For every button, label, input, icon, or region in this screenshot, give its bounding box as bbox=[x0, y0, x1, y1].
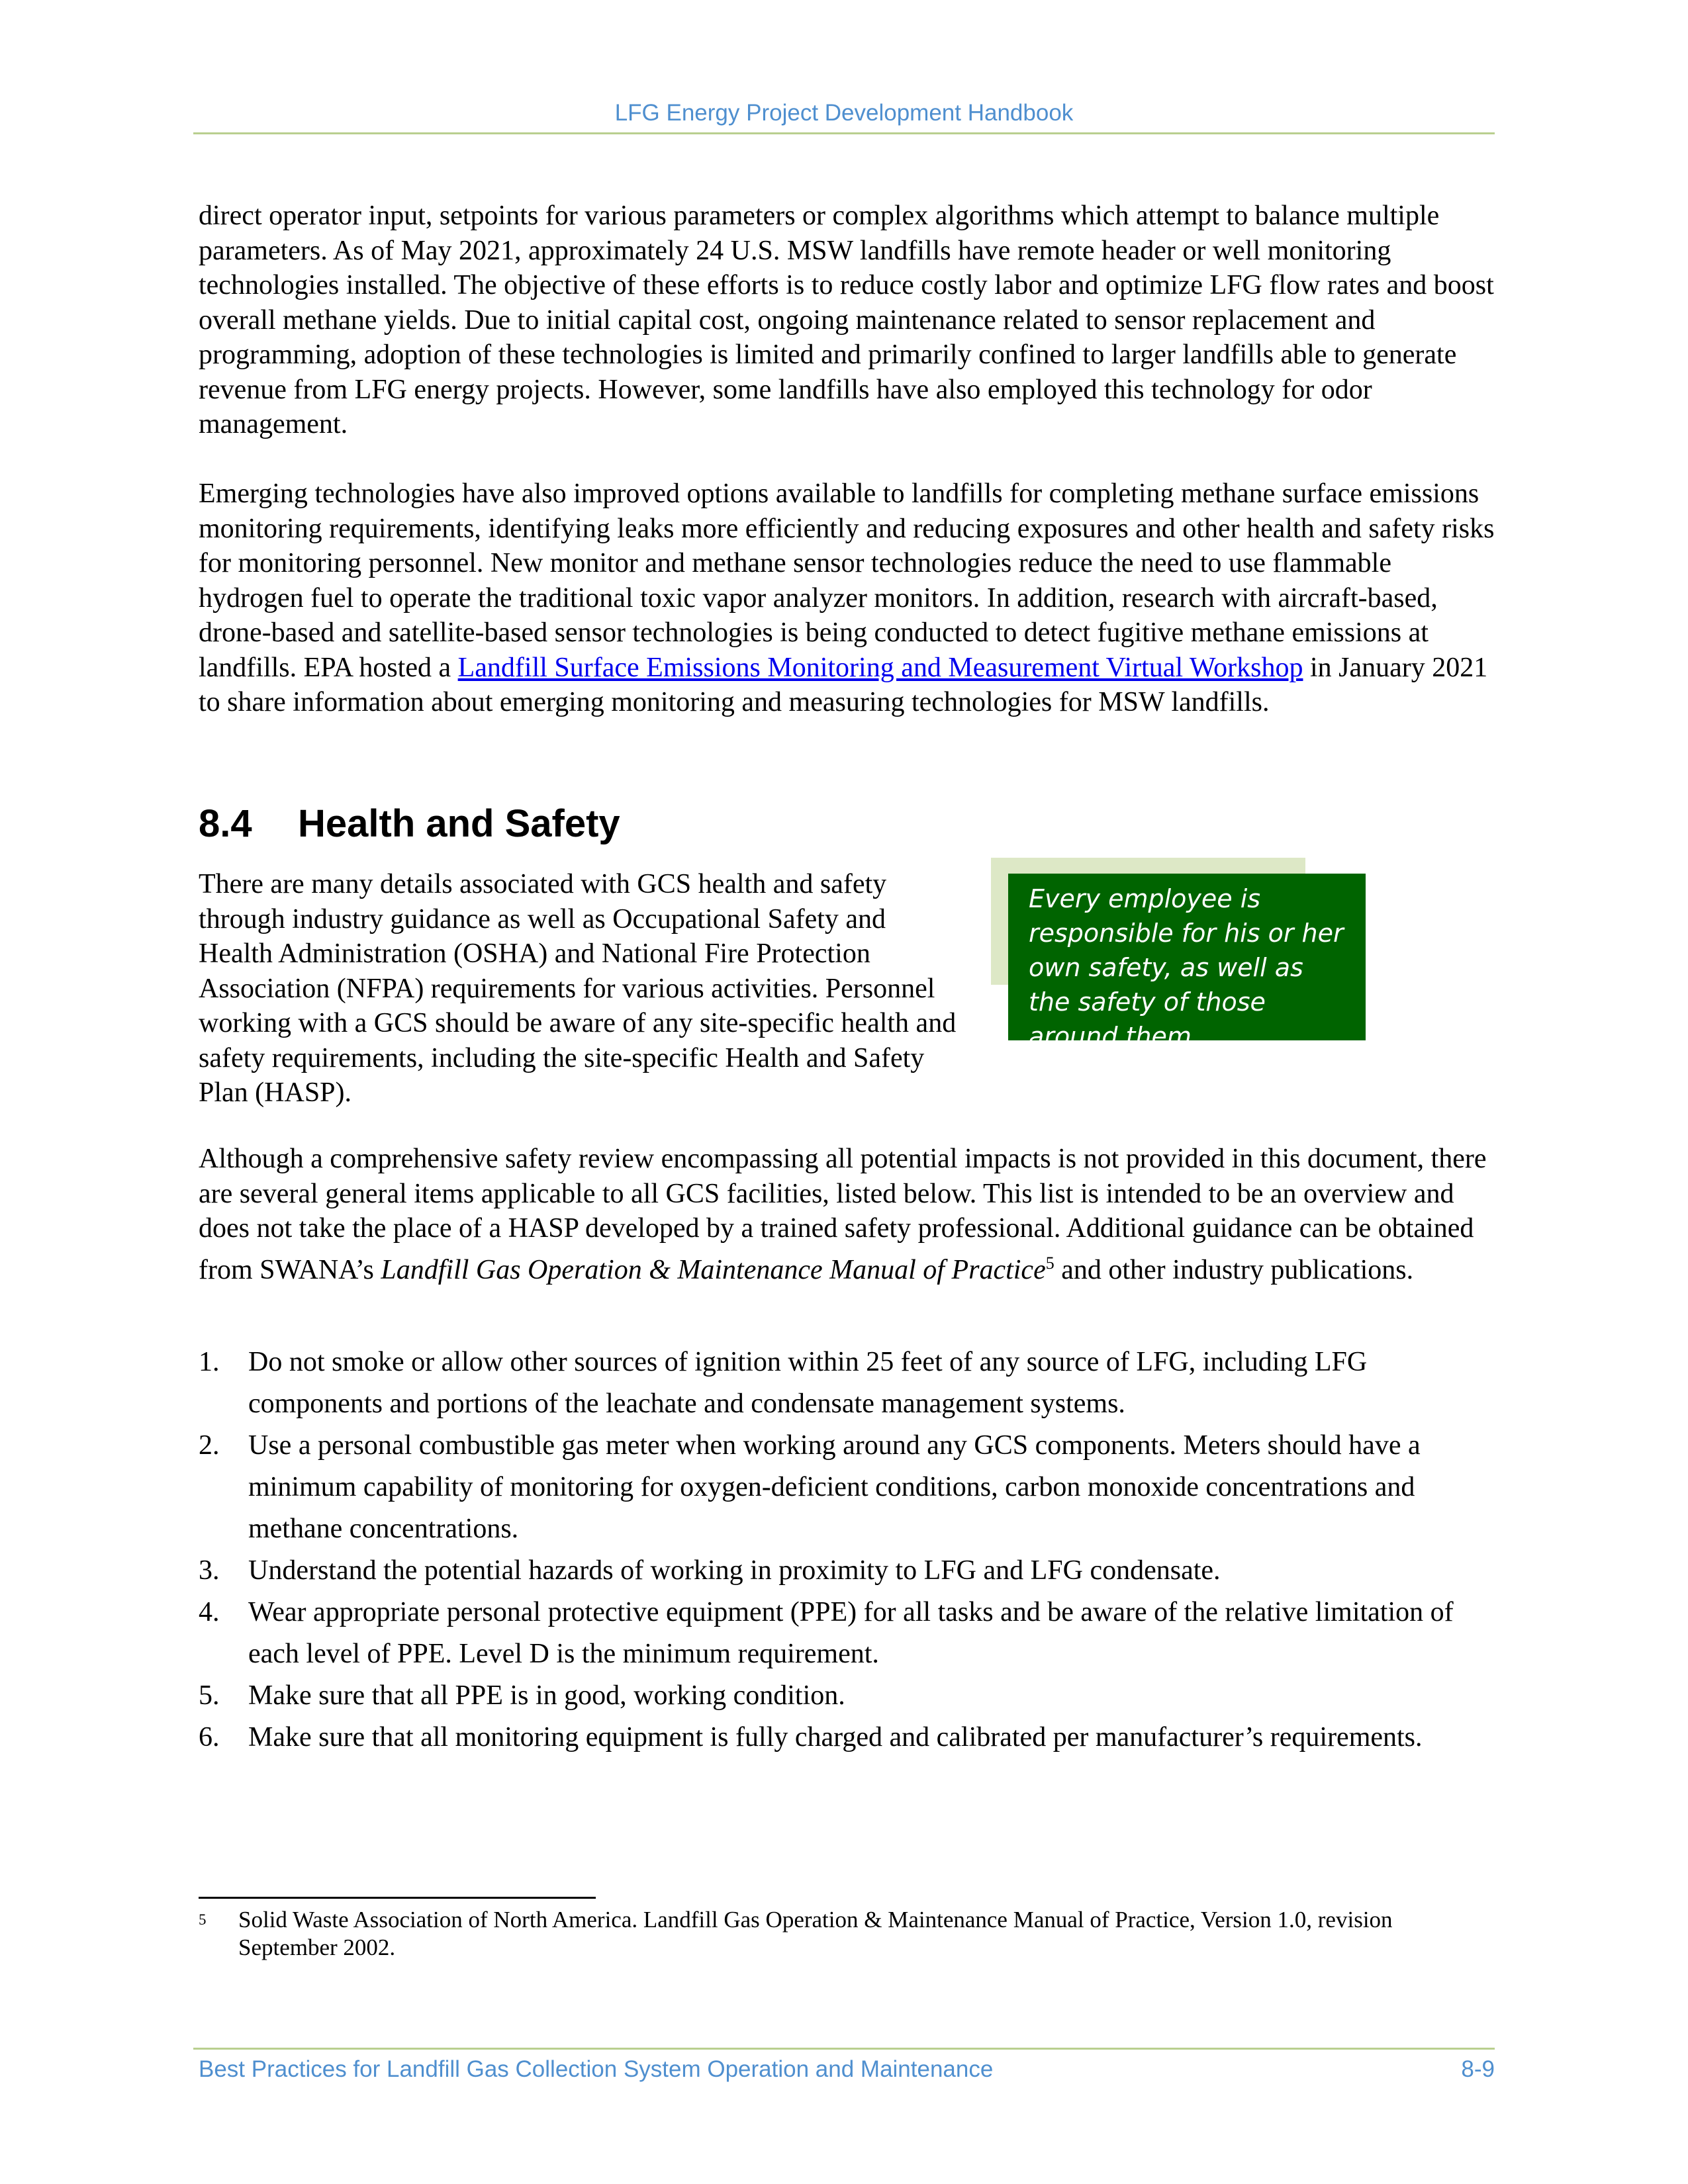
list-item-text: Use a personal combustible gas meter when working around any GCS components. Meters should have a minimum capability of monitoring for oxygen-deficient conditions, carbon monoxide concentrations and methane concentrations. bbox=[248, 1430, 1421, 1544]
list-item-text: Make sure that all monitoring equipment is fully charged and calibrated per manufacturer’s requirements. bbox=[248, 1722, 1423, 1752]
list-item-text: Do not smoke or allow other sources of ignition within 25 feet of any source of LFG, including LFG components and portions of the leachate and condensate management systems. bbox=[248, 1347, 1368, 1419]
manual-title: Landfill Gas Operation & Maintenance Manual of Practice bbox=[381, 1254, 1046, 1285]
page-footer bbox=[193, 2048, 1495, 2081]
list-number: 6. bbox=[199, 1722, 220, 1752]
page-header bbox=[193, 98, 1495, 134]
safety-callout bbox=[1008, 874, 1366, 1051]
footer-title: Best Practices for Landfill Gas Collection System Operation and Maintenance bbox=[199, 2056, 994, 2082]
list-number: 2. bbox=[199, 1430, 220, 1461]
paragraph-text: and other industry publications. bbox=[1054, 1254, 1414, 1285]
page-number: 8-9 bbox=[1461, 2056, 1495, 2082]
callout-text: Every employee is responsible for his or her own safety, as well as the safety of those around them. bbox=[1029, 884, 1344, 1051]
header-title: LFG Energy Project Development Handbook bbox=[614, 100, 1074, 126]
workshop-link[interactable]: Landfill Surface Emissions Monitoring and Measurement Virtual Workshop bbox=[457, 652, 1303, 683]
list-item bbox=[199, 1550, 1496, 1592]
safety-items-list bbox=[199, 1342, 1496, 1758]
list-item-text: Understand the potential hazards of working in proximity to LFG and LFG condensate. bbox=[248, 1555, 1221, 1586]
list-item-text: Wear appropriate personal protective equipment (PPE) for all tasks and be aware of the relative limitation of each level of PPE. Level D is the minimum requirement. bbox=[248, 1597, 1454, 1669]
section-title: Health and Safety bbox=[298, 802, 620, 845]
section-heading bbox=[199, 801, 620, 847]
footnote-divider bbox=[199, 1897, 596, 1899]
list-number: 1. bbox=[199, 1347, 220, 1377]
list-item bbox=[199, 1675, 1496, 1717]
paragraph-health-safety-intro: There are many details associated with GCS health and safety through industry guidance as well as Occupational Safety and Health Administration (OSHA) and National Fire Protection Association (NFPA) requirements for various activities. Personnel working with a GCS should be aware of any site-specific health and safety requirements, including the site-specific Health and Safety Plan (HASP). bbox=[199, 869, 957, 1108]
paragraph-text: Emerging technologies have also improved options available to landfills for completing methane surface emissions monitoring requirements, identifying leaks more efficiently and reducing exposures and other health and safety risks for monitoring personnel. New monitor and methane sensor technologies reduce the need to use flammable hydrogen fuel to operate the traditional toxic vapor analyzer monitors. In addition, research with aircraft-based, drone-based and satellite-based sensor technologies is being conducted to detect fugitive methane emissions at landfills. EPA hosted a bbox=[199, 478, 1495, 683]
list-item bbox=[199, 1425, 1496, 1550]
list-item bbox=[199, 1592, 1496, 1675]
footnote bbox=[199, 1906, 1496, 1962]
list-item bbox=[199, 1717, 1496, 1758]
list-number: 5. bbox=[199, 1680, 220, 1711]
list-number: 3. bbox=[199, 1555, 220, 1586]
section-number: 8.4 bbox=[199, 802, 252, 845]
paragraph-emerging-technologies bbox=[199, 477, 1496, 720]
footnote-ref[interactable]: 5 bbox=[1045, 1253, 1055, 1273]
paragraph-safety-review bbox=[199, 1142, 1496, 1287]
list-number: 4. bbox=[199, 1597, 220, 1627]
list-item bbox=[199, 1342, 1496, 1425]
paragraph-remote-monitoring: direct operator input, setpoints for various parameters or complex algorithms which attempt to balance multiple parameters. As of May 2021, approximately 24 U.S. MSW landfills have remote header or well monitoring technologies installed. The objective of these efforts is to reduce costly labor and optimize LFG flow rates and boost overall methane yields. Due to initial capital cost, ongoing maintenance related to sensor replacement and programming, adoption of these technologies is limited and primarily confined to larger landfills able to generate revenue from LFG energy projects. However, some landfills have also employed this technology for odor management. bbox=[199, 201, 1494, 439]
paragraph-text: in January 2021 to share information about emerging monitoring and measuring technologies for MSW landfills. bbox=[199, 652, 1488, 717]
footnote-text: Solid Waste Association of North America. Landfill Gas Operation & Maintenance Manual of Practice, Version 1.0, revision September 2002. bbox=[238, 1907, 1393, 1960]
list-item-text: Make sure that all PPE is in good, working condition. bbox=[248, 1680, 845, 1711]
paragraph-text: Although a comprehensive safety review encompassing all potential impacts is not provided in this document, there are several general items applicable to all GCS facilities, listed below. This list is intended to be an overview and does not take the place of a HASP developed by a trained safety professional. Additional guidance can be obtained from SWANA’s bbox=[199, 1144, 1487, 1285]
footnote-mark: 5 bbox=[199, 1911, 207, 1928]
